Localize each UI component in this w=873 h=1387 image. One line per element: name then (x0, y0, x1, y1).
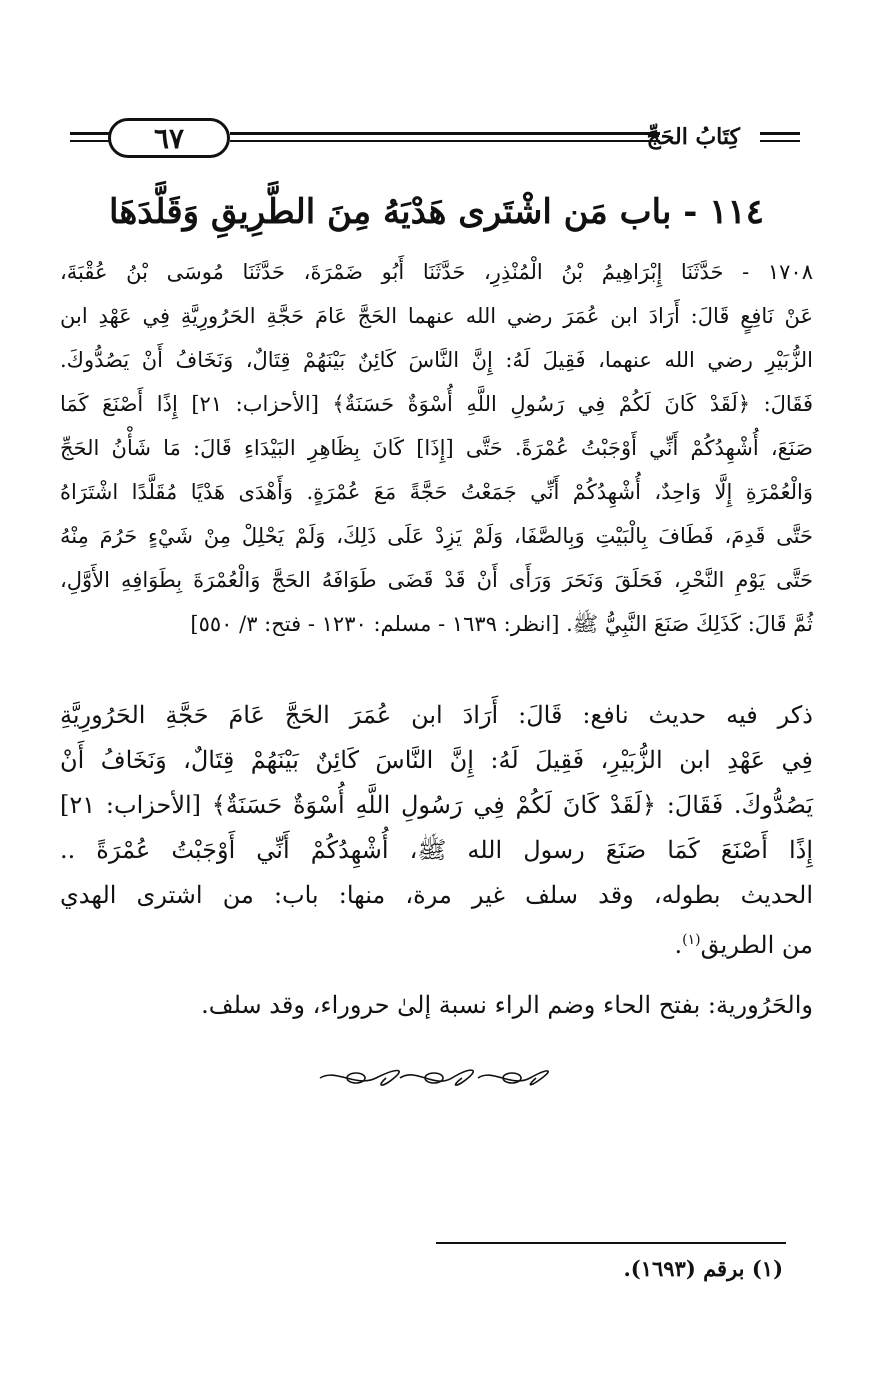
chapter-heading: ١١٤ - باب مَن اشْتَرى هَدْيَهُ مِنَ الطَّرِيقِ وَقَلَّدَهَا (109, 192, 764, 232)
header-rule-top (230, 132, 660, 135)
commentary-line: الحديث بطوله، وقد سلف غير مرة، منها: باب: من اشترى الهدي (60, 881, 813, 909)
commentary-line-last: من الطريق$^{(١)}$. (674, 931, 813, 959)
page-number-text: ٦٧ (153, 121, 185, 155)
hadith-line: الزُّبَيْرِ رضي الله عنهما، فَقِيلَ لَهُ: إِنَّ النَّاسَ كَائِنٌ بَيْنَهُمْ قِتَالٌ، وَنَخَافُ أَنْ يَصُدُّوكَ. (60, 348, 813, 372)
note-line: والحَرُورية: بفتح الحاء وضم الراء نسبة إلىٰ حروراء، وقد سلف. (201, 991, 813, 1019)
footnote-marker: (١) (682, 932, 701, 948)
footnote: (١) برقم (١٦٩٣). (623, 1256, 783, 1281)
commentary-line: ذكر فيه حديث نافع: قَالَ: أَرَادَ ابن عُمَرَ الحَجَّ عَامَ حَجَّةِ الحَرُورِيَّةِ (60, 701, 813, 729)
book-title: كِتَابُ الحَجِّ (646, 124, 740, 150)
hadith-line: حَتَّى قَدِمَ، فَطَافَ بِالْبَيْتِ وَبِالصَّفَا، وَلَمْ يَزِدْ عَلَى ذَلِكَ، وَلَمْ يَحْلِلْ مِنْ شَيْءٍ حَرُمَ مِنْهُ (60, 524, 813, 548)
hadith-block (60, 250, 813, 646)
commentary-text: من الطريق (700, 931, 813, 959)
header-rule-left-top (70, 132, 110, 135)
footnote-rule (436, 1242, 786, 1244)
page-number (108, 118, 230, 158)
ornament-divider (316, 1063, 556, 1093)
running-header (70, 118, 800, 162)
hadith-line: فَقَالَ: ﴿لَقَدْ كَانَ لَكُمْ فِي رَسُولِ اللَّهِ أُسْوَةٌ حَسَنَةٌ﴾ [الأحزاب: ٢١] إِذًا أَصْنَعَ كَمَا (60, 392, 813, 416)
commentary-line: إِذًا أَصْنَعَ كَمَا صَنَعَ رسول الله ﷺ، أُشْهِدُكُمْ أَنِّي أَوْجَبْتُ عُمْرَةً .. (60, 836, 814, 864)
hadith-line: حَتَّى يَوْمِ النَّحْرِ، فَحَلَقَ وَنَحَرَ وَرَأَى أَنْ قَدْ قَضَى طَوَافَهُ الحَجَّ وَالْعُمْرَةَ بِطَوَافِهِ الأَوَّلِ، (60, 568, 813, 592)
hadith-line: صَنَعَ، أُشْهِدُكُمْ أَنِّي أَوْجَبْتُ عُمْرَةً. حَتَّى [إِذَا] كَانَ بِظَاهِرِ البَيْدَاءِ قَالَ: مَا شَأْنُ الحَجِّ (60, 436, 813, 460)
commentary-line: فِي عَهْدِ ابن الزُّبَيْرِ، فَقِيلَ لَهُ: إِنَّ النَّاسَ كَائِنٌ بَيْنَهُمْ قِتَالٌ، وَنَخَافُ أَنْ (60, 746, 813, 774)
header-rule-bottom (230, 140, 660, 142)
header-rule-left-bottom (70, 140, 110, 142)
commentary-line: يَصُدُّوكَ. فَقَالَ: ﴿لَقَدْ كَانَ لَكُمْ فِي رَسُولِ اللَّهِ أُسْوَةٌ حَسَنَةٌ﴾ [الأحزاب: ٢١] (60, 791, 813, 819)
hadith-line: ثُمَّ قَالَ: كَذَلِكَ صَنَعَ النَّبِيُّ ﷺ. [انظر: ١٦٣٩ - مسلم: ١٢٣٠ - فتح: ٣/ ٥٥٠] (190, 612, 813, 636)
commentary-block (60, 693, 813, 1028)
header-rule-right-bottom (760, 140, 800, 142)
hadith-line: عَنْ نَافِعٍ قَالَ: أَرَادَ ابن عُمَرَ رضي الله عنهما الحَجَّ عَامَ حَجَّةِ الحَرُورِيَّةِ فِي عَهْدِ ابن (60, 304, 813, 328)
header-rule-right-top (760, 132, 800, 135)
hadith-line: وَالْعُمْرَةِ إِلَّا وَاحِدٌ، أُشْهِدُكُمْ أَنِّي جَمَعْتُ حَجَّةً مَعَ عُمْرَةٍ. وَأَهْدَى هَدْيًا مُقَلَّدًا اشْتَرَاهُ (60, 480, 813, 504)
hadith-line: ١٧٠٨ - حَدَّثَنَا إِبْرَاهِيمُ بْنُ الْمُنْذِرِ، حَدَّثَنَا أَبُو ضَمْرَةَ، حَدَّثَنَا مُوسَى بْنُ عُقْبَةَ، (60, 260, 813, 284)
